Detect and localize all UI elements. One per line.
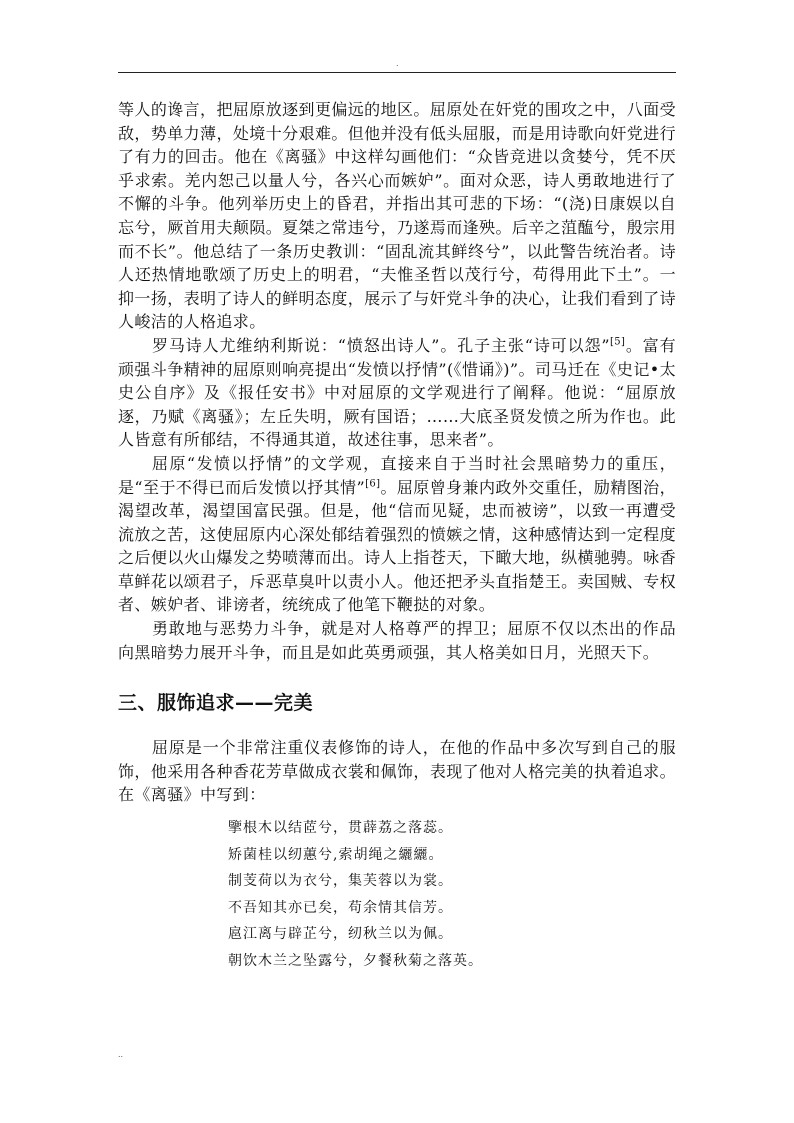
poem-line: 朝饮木兰之坠露兮，夕餐秋菊之落英。 [228,952,483,969]
paragraph-text: 罗马诗人尤维纳利斯说：“愤怒出诗人”。孔子主张“诗可以怨” [152,335,610,355]
document-body [118,98,676,974]
paragraph [118,617,676,664]
header-rule [118,72,676,73]
paragraph-text: 屈原“发愤以抒情”的文学观，直接来自于当时社会黑暗势力的重压，是“至于不得已而后发愤以抒其情” [118,453,676,497]
poem-line: 矫菌桂以纫蕙兮,索胡绳之纚纚。 [228,846,444,863]
paragraph [118,334,676,452]
poem-block [228,815,676,974]
paragraph [118,98,676,334]
poem-line: 制芰荷以为衣兮，集芙蓉以为裳。 [228,873,453,890]
paragraph-text: 。富有顽强斗争精神的屈原则响亮提出“发愤以抒情”(《惜诵》)”。司马迁在《史记•太史公自序》及《报任安书》中对屈原的文学观进行了阐释。他说：“屈原放逐，乃赋《离骚》；左丘失明，厥有国语；……大底圣贤发愤之所为作也。此人皆意有所郁结，不得通其道，故述往事，思来者”。 [118,335,676,450]
paragraph [118,452,676,617]
footer-mark: .. [118,1050,124,1059]
poem-line: 擥根木以结茝兮，贯薜荔之落蕊。 [228,820,453,837]
paragraph-text: 等人的谗言，把屈原放逐到更偏远的地区。屈原处在奸党的围攻之中，八面受敌，势单力薄，处境十分艰难。但他并没有低头屈服，而是用诗歌向奸党进行了有力的回击。他在《离骚》中这样勾画他们：“众皆竞进以贪婪兮，凭不厌乎求索。羌内恕己以量人兮，各兴心而嫉妒”。面对众恶，诗人勇敢地进行了不懈的斗争。他列举历史上的昏君，并指出其可悲的下场：“(浇)日康娱以自忘兮，厥首用夫颠陨。夏桀之常违兮，乃遂焉而逢殃。后辛之菹醢兮，殷宗用而不长”。他总结了一条历史教训：“固乱流其鲜终兮”，以此警告统治者。诗人还热情地歌颂了历史上的明君，“夫惟圣哲以茂行兮，苟得用此下土”。一抑一扬，表明了诗人的鲜明态度，展示了与奸党斗争的决心，让我们看到了诗人峻洁的人格追求。 [118,100,676,332]
citation-marker: [5] [609,336,626,348]
header-mark: . [396,59,399,68]
paragraph-text: 勇敢地与恶势力斗争，就是对人格尊严的捍卫；屈原不仅以杰出的作品向黑暗势力展开斗争，而且是如此英勇顽强，其人格美如日月，光照天下。 [118,619,676,662]
poem-line: 扈江离与辟芷兮，纫秋兰以为佩。 [228,926,453,943]
section-heading: 三、服饰追求——完美 [118,692,314,715]
paragraph-text: 。屈原曾身兼内政外交重任，励精图治，渴望改革，渴望国富民强。但是，他“信而见疑，忠而被谤”，以致一再遭受流放之苦，这使屈原内心深处郁结着强烈的愤嫉之情，这种感情达到一定程度之后便以火山爆发之势喷薄而出。诗人上指苍天，下瞰大地，纵横驰骋。咏香草鲜花以颂君子，斥恶草臭叶以责小人。他还把矛头直指楚王。卖国贼、专权者、嫉妒者、诽谤者，统统成了他笔下鞭挞的对象。 [118,477,676,615]
poem-line: 不吾知其亦已矣，苟余情其信芳。 [228,899,453,916]
citation-marker: [6] [365,478,381,490]
paragraph: 屈原是一个非常注重仪表修饰的诗人，在他的作品中多次写到自己的服饰，他采用各种香花芳草做成衣裳和佩饰，表现了他对人格完美的执着追求。在《离骚》中写到： [118,738,676,805]
paragraphs-before [118,98,676,664]
